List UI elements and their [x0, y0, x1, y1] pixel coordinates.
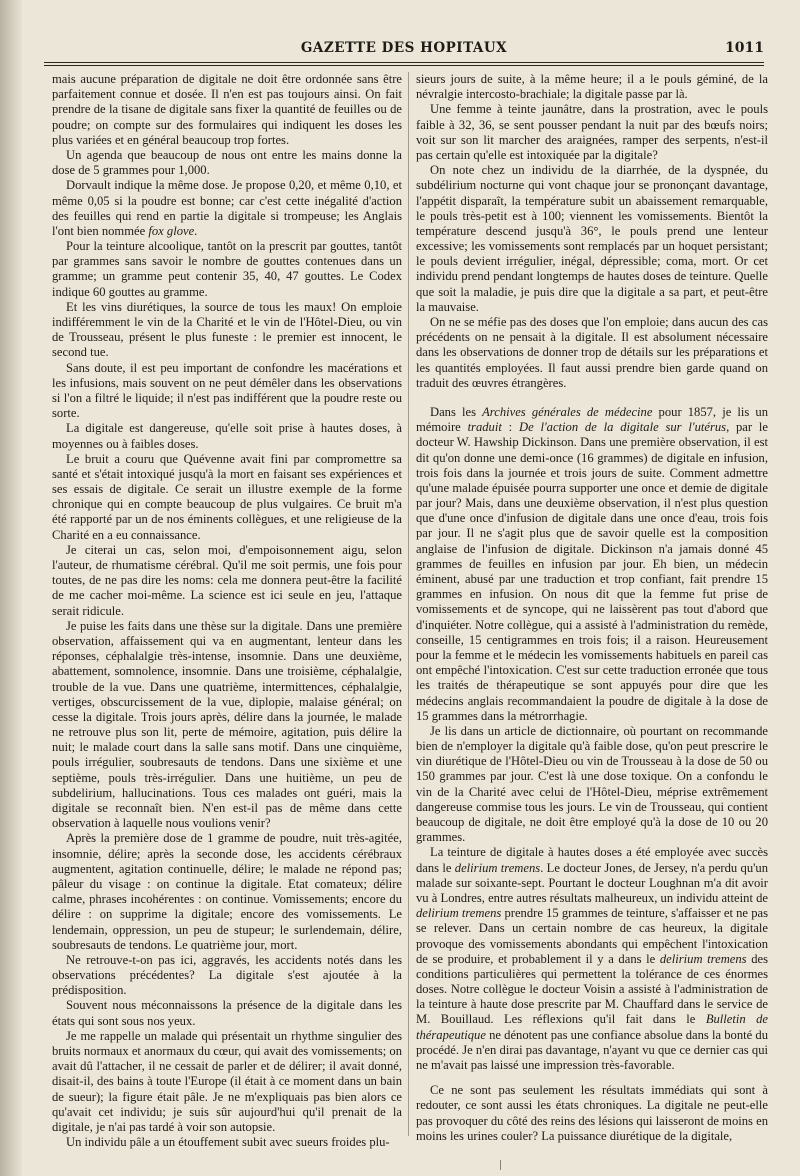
paragraph: Je citerai un cas, selon moi, d'empoisonnement aigu, selon l'auteur, de rhumatisme cérébral. Qu'il me soit permis, une fois pour toutes, de ne pas dire les noms: cela me donnera peut-être la facilité de me cacher moi-même. La science est ici seule en jeu, l'attaque serait ridicule. — [52, 542, 402, 618]
paragraph: Ce ne sont pas seulement les résultats immédiats qui sont à redouter, ce sont aussi les états chroniques. La digitale ne peut-elle pas provoquer du côté des reins des lésions qui laisseront de moins en moins les urines couler? La puissance diurétique de la digitale, — [416, 1083, 768, 1143]
italic-phrase: traduit — [467, 420, 502, 435]
paragraph: Souvent nous méconnaissons la présence de la digitale dans les états qui sont sous nos yeux. — [52, 998, 402, 1028]
page-header — [44, 38, 764, 60]
paragraph: On ne se méfie pas des doses que l'on emploie; dans aucun des cas précédents on ne pensait à la digitale. Il est absolument nécessaire dans les observations de donner trop de détails sur les préparations et les quantités employées. Il faut aussi prendre bien garde quand on traduit des œuvres étrangères. — [416, 315, 768, 390]
right-column — [416, 72, 768, 1144]
paragraph: Je lis dans un article de dictionnaire, où pourtant on recommande bien de n'employer la digitale qu'à faible dose, qu'on peut prescrire le vin diurétique de l'Hôtel-Dieu ou vin de Trousseau à la dose de 50 ou 150 grammes par jour. C'est là une dose toxique. On a confondu le vin de la Charité avec celui de l'Hôtel-Dieu, méprise extrêmement dangereuse commise tous les jours. Le vin de Trousseau, qui contient beaucoup de digitale, ne doit être employé qu'à la dose de 10 ou 20 grammes. — [416, 723, 768, 845]
paragraph: Dans les Archives générales de médecine pour 1857, je lis un mémoire traduit : De l'action de la digitale sur l'utérus, par le docteur W. Hawship Dickinson. Dans une première observation, il est dit qu'on donne une demi-once (16 grammes) de digitale en infusion, trois fois dans la journée et trois jours de suite. Comment admettre qu'une malade épuisée pourra supporter une once et demie de digitale par jour? Mais, dans une deuxième observation, il n'est plus question que d'une once d'infusion de digitale dans une once d'eau, trois fois par jour. Il ne s'agit plus que de savoir quelle est la composition anglaise de l'infusion de digitale. Dickinson n'a jamais donné 45 grammes de feuilles en infusion par jour. Eh bien, un médecin éminent, abusé par une traduction et trop confiant, fait prendre 15 grammes en infusion. On nous dit que la femme fut prise de vomissements et de syncope, qui ne laissèrent pas tout d'abord que d'inquiéter. Notre collègue, qui a assisté à l'administration du remède, conseille, 15 centigrammes en trois fois; il a raison. Heureusement pour la femme et le médecin les vomissements habituels en pareil cas ont empêché l'intoxication. C'est sur cette traduction erronée que tous les traités de thérapeutique se sont appuyés pour dire que les médecins anglais recommandaient la poudre de digitale à la dose de 15 grammes dans la métrorrhagie. — [416, 404, 769, 723]
publication-title: GAZETTE DES HOPITAUX — [300, 40, 508, 56]
paragraph: Une femme à teinte jaunâtre, dans la prostration, avec le pouls faible à 32, 36, se sent pousser pendant la nuit par des bœufs noirs; voit sur son lit marcher des araignées, ramper des serpents, n'est-il pas certain qu'elle est intoxiquée par la digitale? — [416, 102, 768, 162]
paragraph: Et les vins diurétiques, la source de tous les maux! On emploie indifféremment le vin de la Charité et le vin de l'Hôtel-Dieu, ou vin de Trousseau, présent le plus funeste : le premier est innocent, le second tue. — [52, 299, 402, 360]
paragraph: Le bruit a couru que Quévenne avait fini par compromettre sa santé et s'était intoxiqué jusqu'à la mort en faisant ses expériences et ses essais de digitale. Ce serait un illustre exemple de la forme chronique qui en compte beaucoup de plus vulgaires. Ce bruit m'a été rapporté par un de nos éminents collègues, et une religieuse de la Charité en a eu connaissance. — [52, 451, 402, 542]
paragraph: On note chez un individu de la diarrhée, de la dyspnée, du subdélirium nocturne qui vont chaque jour se prononçant davantage, l'appétit disparaît, la température subit un abaissement remarquable, le pouls très-petit est à 100; viennent les vomissements. Bientôt la température descend jusqu'à 36°, le pouls prend une lenteur excessive; les vomissements sont remplacés par un hoquet persistant; le pouls devient irrégulier, inégal, dépressible; coma, mort. Or cet individu prend pendant longtemps de hautes doses de teinture. Quelle que soit la maladie, je puis dire que la digitale a sa part, et peut-être la mauvaise. — [416, 163, 768, 314]
page-mark — [500, 1160, 504, 1170]
paragraph: Après la première dose de 1 gramme de poudre, nuit très-agitée, insomnie, délire; après la seconde dose, les accidents cérébraux augmentent, agitation continuelle, délire; le malade ne répond pas; pâleur du visage : on continue la digitale. Etat comateux; délire calme, phrases incohérentes : on continue. Vomissements; encore du délire : on supprime la digitale; encore des vomissements. Le lendemain, oppression, un peu de stupeur; le surlendemain, délire, soubresauts de tendons. Le quatrième jour, mort. — [52, 831, 402, 952]
page-binding-shadow — [0, 0, 22, 1176]
paragraph: Pour la teinture alcoolique, tantôt on la prescrit par gouttes, tantôt par grammes sans savoir le nombre de gouttes contenues dans un gramme; un gramme peut contenir 35, 40, 47 gouttes. Le Codex indique 60 gouttes au gramme. — [52, 239, 402, 299]
paragraph: Un agenda que beaucoup de nous ont entre les mains donne la dose de 5 grammes pour 1,000. — [52, 147, 402, 178]
paragraph: Un individu pâle a un étouffement subit avec sueurs froides plu- — [66, 1135, 390, 1150]
italic-phrase: Bulletin de thérapeutique — [416, 1012, 768, 1042]
italic-phrase: fox glove — [148, 223, 195, 238]
italic-phrase: De l'action de la digitale sur l'utérus — [518, 420, 727, 435]
header-rule-bottom — [44, 65, 764, 66]
italic-phrase: Archives générales de médecine — [482, 404, 653, 419]
paragraph: Sans doute, il est peu important de confondre les macérations et les infusions, mais souvent on ne peut démêler dans les observations si l'on a filtré le liquide; il n'est pas indifférent que la poudre reste ou sorte. — [52, 360, 402, 421]
paragraph: mais aucune préparation de digitale ne doit être ordonnée sans être parfaitement connue et dosée. Il n'en est pas toujours ainsi. On fait prendre de la tisane de digitale sans fixer la quantité de feuilles ou de poudre; on compte sur des formulaires qui indiquent les doses les plus variées et en général beaucoup trop fortes. — [52, 72, 402, 147]
paragraph: Dorvault indique la même dose. Je propose 0,20, et même 0,10, et même 0,05 si la poudre est bonne; car c'est cette inégalité d'action des feuilles qui rend en partie la digitale si trompeuse; les Anglais l'ont bien nommée fox glove. — [52, 178, 402, 238]
page-number: 1011 — [725, 40, 764, 56]
paragraph: La teinture de digitale à hautes doses a été employée avec succès dans le delirium tremens. Le docteur Jones, de Jersey, n'a perdu qu'un malade sur soixante-sept. Pourtant le docteur Loughnan m'a dit avoir vu à Londres, entre autres résultats malheureux, un individu atteint de delirium tremens prendre 15 grammes de teinture, s'affaisser et ne pas se relever. Dans un certain nombre de cas heureux, la digitale provoque des vomissements abondants qui empêchent l'intoxication de se produire, et probablement il y a dans le delirium tremens des conditions particulières qui permettent la tolérance de ces énormes doses. Notre collègue le docteur Voisin a assisté à l'administration de la teinture à haute dose prescrite par M. Chauffard dans le service de M. Bouillaud. Les réflexions qu'il fait dans le Bulletin de thérapeutique ne dénotent pas une confiance absolue dans la bonté du procédé. Je n'en dirai pas davantage, n'ayant vu que ce dernier cas qui ne m'avait pas laissé une impression très-favorable. — [416, 845, 769, 1072]
italic-phrase: delirium tremens — [454, 860, 541, 875]
left-column — [52, 72, 402, 1150]
paragraph: Je me rappelle un malade qui présentait un rhythme singulier des bruits normaux et anormaux du cœur, qui avait des vomissements; on avait dû l'attacher, il ne cessait de parler et de délirer; il avait donné, disait-il, des bains à toute l'Europe (il était à ce moment dans un bain de sueur); la figure était pâle. Je ne m'expliquais pas bien alors ce qu'avait cet individu; je suis sûr aujourd'hui qu'il prenait de la digitale, je n'ai pas tardé à voir son autopsie. — [52, 1028, 402, 1134]
paragraph: Ne retrouve-t-on pas ici, aggravés, les accidents notés dans les observations précédentes? La digitale s'est ajoutée à la prédisposition. — [52, 952, 402, 998]
paragraph: La digitale est dangereuse, qu'elle soit prise à hautes doses, à moyennes ou à faibles doses. — [52, 421, 402, 451]
column-divider — [408, 72, 409, 1136]
paragraph: Je puise les faits dans une thèse sur la digitale. Dans une première observation, affaissement qui va en augmentant, lenteur dans les réponses, céphalalgie très-intense, insomnie. Dans une deuxième, abattement, somnolence, insomnie. Dans une troisième, céphalalgie, trouble de la vue. Dans une quatrième, intermittences, céphalalgie, vertiges, obscurcissement de la vue, diplopie, malaise général; on cesse la digitale. Trois jours après, délire dans la journée, le malade ne retrouve plus son lit, perte de mémoire, agitation, puis délire la nuit; le malade court dans la salle sans motif. Dans une cinquième, pouls irrégulier, soubresauts de tendons. Dans une sixième et une septième, pouls très-irrégulier. Dans une huitième, un peu de subdelirium, hallucinations. Tous ces malades ont guéri, mais la digitale se reconnaît bien. N'en est-il pas de même dans cette observation à laquelle nous voulions venir? — [52, 618, 402, 831]
italic-phrase: delirium tremens — [416, 906, 502, 921]
header-rule-top — [44, 62, 764, 63]
paragraph: sieurs jours de suite, à la même heure; il a le pouls géminé, de la névralgie intercosto-brachiale; la digitale passe par là. — [416, 72, 768, 102]
italic-phrase: delirium tremens — [659, 951, 747, 966]
